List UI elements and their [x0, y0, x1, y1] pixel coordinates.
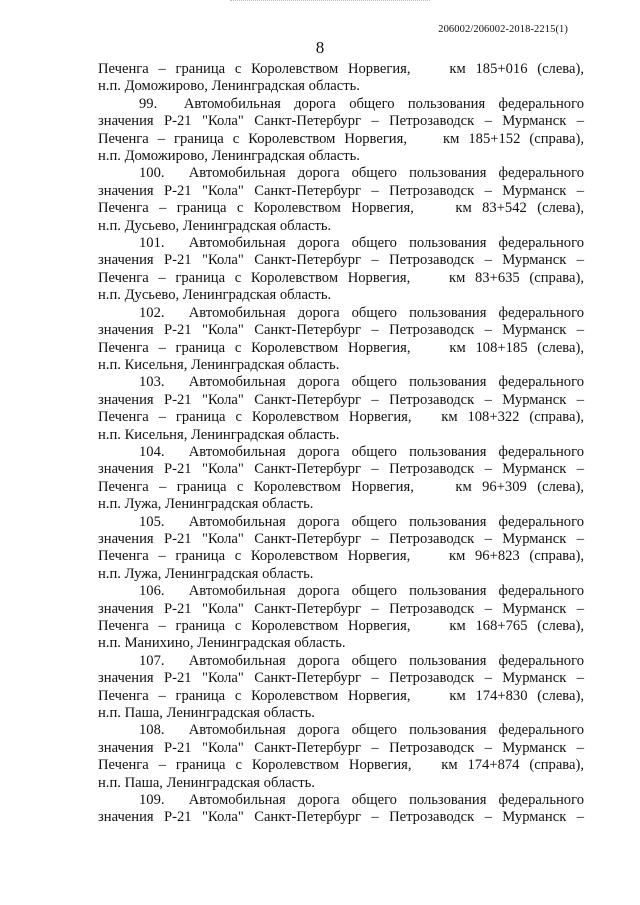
- text-line: н.п. Кисельня, Ленинградская область.: [98, 356, 340, 373]
- text-line: значения Р-21 "Кола" Санкт-Петербург – Петрозаводск – Мурманск –: [98, 113, 584, 130]
- text-line: 103. Автомобильная дорога общего пользования федерального: [139, 374, 584, 391]
- text-line: значения Р-21 "Кола" Санкт-Петербург – Петрозаводск – Мурманск –: [98, 322, 584, 339]
- text-line: значения Р-21 "Кола" Санкт-Петербург – Петрозаводск – Мурманск –: [98, 809, 584, 826]
- text-line: значения Р-21 "Кола" Санкт-Петербург – Петрозаводск – Мурманск –: [98, 461, 584, 478]
- text-line: значения Р-21 "Кола" Санкт-Петербург – Петрозаводск – Мурманск –: [98, 739, 584, 756]
- text-line: Печенга – граница с Королевством Норвегия, км 185+016 (слева),: [98, 61, 584, 77]
- text-line: значения Р-21 "Кола" Санкт-Петербург – Петрозаводск – Мурманск –: [98, 670, 584, 687]
- text-line: 108. Автомобильная дорога общего пользования федерального: [139, 722, 584, 739]
- text-line: Печенга – граница с Королевством Норвегия, км 185+152 (справа),: [98, 130, 584, 147]
- document-body: [98, 61, 584, 827]
- text-line: Печенга – граница с Королевством Норвегия, км 174+830 (слева),: [98, 687, 584, 704]
- text-line: Печенга – граница с Королевством Норвегия, км 83+635 (справа),: [98, 269, 584, 286]
- text-line: значения Р-21 "Кола" Санкт-Петербург – Петрозаводск – Мурманск –: [98, 182, 584, 199]
- scan-top-mark: [230, 0, 430, 5]
- text-line: Печенга – граница с Королевством Норвегия, км 96+309 (слева),: [98, 478, 584, 495]
- text-line: Печенга – граница с Королевством Норвегия, км 108+322 (справа),: [98, 409, 584, 426]
- document-id: 206002/206002-2018-2215(1): [438, 24, 568, 35]
- text-line: н.п. Доможирово, Ленинградская область.: [98, 78, 360, 95]
- text-line: Печенга – граница с Королевством Норвегия, км 108+185 (слева),: [98, 339, 584, 356]
- text-line: н.п. Дусьево, Ленинградская область.: [98, 287, 332, 304]
- text-line: н.п. Паша, Ленинградская область.: [98, 705, 315, 722]
- text-line: Печенга – граница с Королевством Норвегия, км 96+823 (справа),: [98, 548, 584, 565]
- text-line: 109. Автомобильная дорога общего пользования федерального: [139, 792, 584, 809]
- text-line: 107. Автомобильная дорога общего пользования федерального: [139, 652, 584, 669]
- text-line: н.п. Кисельня, Ленинградская область.: [98, 426, 340, 443]
- text-line: н.п. Доможирово, Ленинградская область.: [98, 148, 360, 165]
- text-line: н.п. Дусьево, Ленинградская область.: [98, 217, 332, 234]
- text-line: значения Р-21 "Кола" Санкт-Петербург – Петрозаводск – Мурманск –: [98, 391, 584, 408]
- text-line: Печенга – граница с Королевством Норвегия, км 83+542 (слева),: [98, 200, 584, 217]
- text-line: 105. Автомобильная дорога общего пользования федерального: [139, 513, 584, 530]
- text-line: Печенга – граница с Королевством Норвегия, км 174+874 (справа),: [98, 757, 584, 774]
- text-line: 100. Автомобильная дорога общего пользования федерального: [139, 165, 584, 182]
- text-line: 101. Автомобильная дорога общего пользования федерального: [139, 235, 584, 252]
- text-line: н.п. Манихино, Ленинградская область.: [98, 635, 346, 652]
- text-line: 104. Автомобильная дорога общего пользования федерального: [139, 443, 584, 460]
- text-line: н.п. Лужа, Ленинградская область.: [98, 565, 314, 582]
- text-line: значения Р-21 "Кола" Санкт-Петербург – Петрозаводск – Мурманск –: [98, 530, 584, 547]
- text-line: 106. Автомобильная дорога общего пользования федерального: [139, 583, 584, 600]
- text-line: значения Р-21 "Кола" Санкт-Петербург – Петрозаводск – Мурманск –: [98, 600, 584, 617]
- text-line: 102. Автомобильная дорога общего пользования федерального: [139, 304, 584, 321]
- text-line: значения Р-21 "Кола" Санкт-Петербург – Петрозаводск – Мурманск –: [98, 252, 584, 269]
- text-line: н.п. Паша, Ленинградская область.: [98, 774, 315, 791]
- text-line: Печенга – граница с Королевством Норвегия, км 168+765 (слева),: [98, 618, 584, 634]
- text-line: 99. Автомобильная дорога общего пользования федерального: [139, 95, 584, 112]
- page-number: 8: [315, 38, 325, 57]
- text-line: н.п. Лужа, Ленинградская область.: [98, 496, 314, 513]
